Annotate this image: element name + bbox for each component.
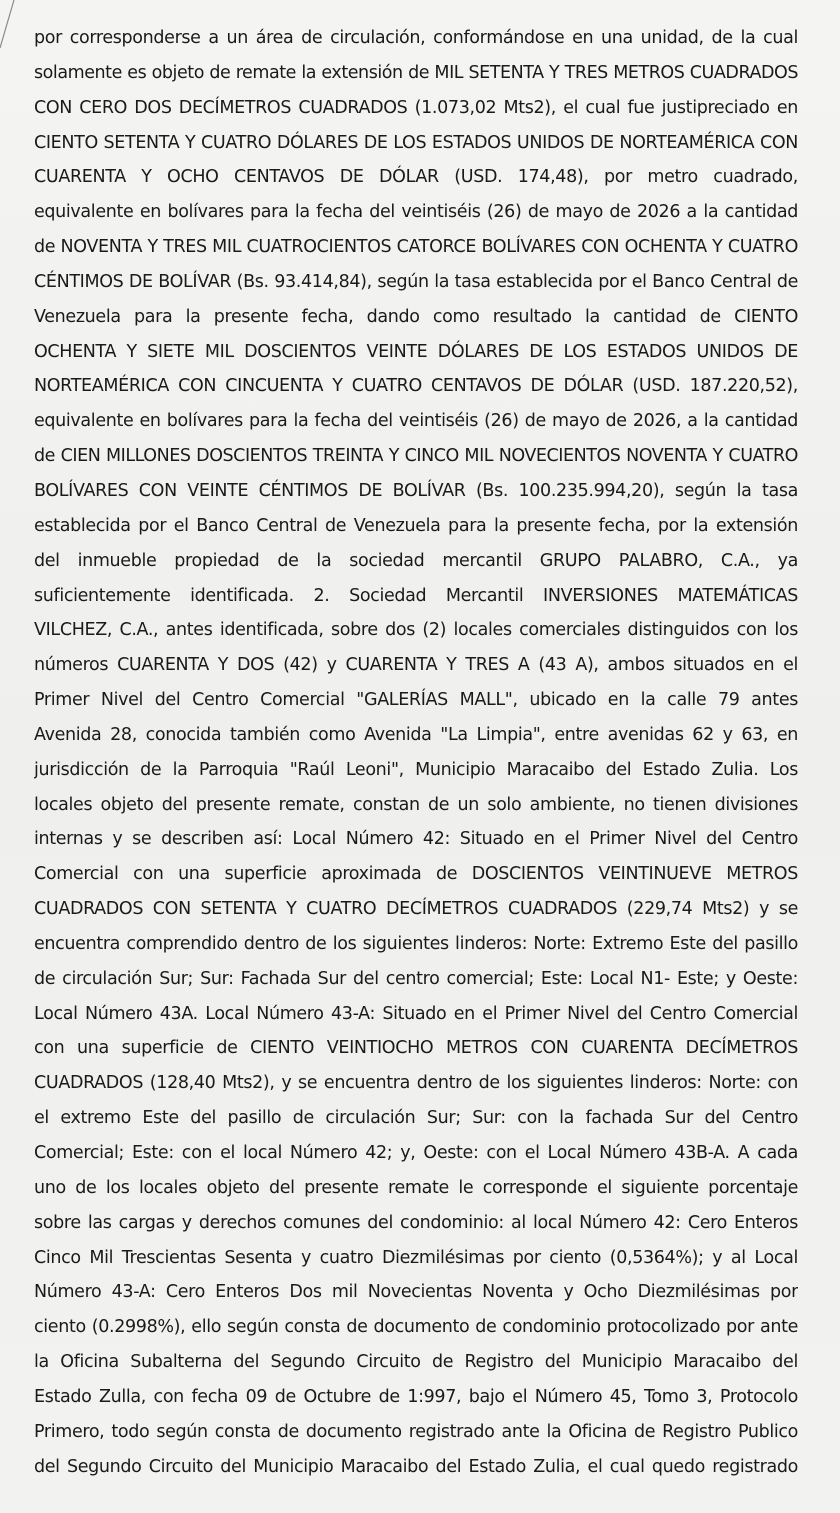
- paper-crease: [0, 0, 22, 60]
- text-line: la Oficina Subalterna del Segundo Circuito de Registro del Municipio Maracaibo del: [34, 1352, 798, 1373]
- text-line: de circulación Sur; Sur: Fachada Sur del centro comercial; Este: Local N1- Este; y Oeste:: [34, 968, 798, 989]
- text-line: CUADRADOS (128,40 Mts2), y se encuentra dentro de los siguientes linderos: Norte: con: [34, 1073, 798, 1094]
- text-line: OCHENTA Y SIETE MIL DOSCIENTOS VEINTE DÓLARES DE LOS ESTADOS UNIDOS DE: [34, 341, 798, 362]
- text-line: Estado Zulla, con fecha 09 de Octubre de 1:997, bajo el Número 45, Tomo 3, Protocolo: [34, 1386, 798, 1407]
- text-line: CON CERO DOS DECÍMETROS CUADRADOS (1.073,02 Mts2), el cual fue justipreciado en: [34, 97, 798, 118]
- text-line: suficientemente identificada. 2. Sociedad Mercantil INVERSIONES MATEMÁTICAS: [34, 585, 798, 606]
- text-line: del inmueble propiedad de la sociedad mercantil GRUPO PALABRO, C.A., ya: [34, 550, 798, 571]
- text-line: VILCHEZ, C.A., antes identificada, sobre dos (2) locales comerciales distinguidos con los: [34, 620, 798, 641]
- text-line: CÉNTIMOS DE BOLÍVAR (Bs. 93.414,84), según la tasa establecida por el Banco Central de: [34, 271, 798, 292]
- text-line: con una superficie de CIENTO VEINTIOCHO METROS CON CUARENTA DECÍMETROS: [34, 1038, 798, 1059]
- text-line: NORTEAMÉRICA CON CINCUENTA Y CUATRO CENTAVOS DE DÓLAR (USD. 187.220,52),: [34, 376, 798, 397]
- text-line: internas y se describen así: Local Número 42: Situado en el Primer Nivel del Centro: [34, 829, 798, 850]
- text-line: sobre las cargas y derechos comunes del condominio: al local Número 42: Cero Enteros: [34, 1212, 798, 1233]
- text-line: de NOVENTA Y TRES MIL CUATROCIENTOS CATORCE BOLÍVARES CON OCHENTA Y CUATRO: [34, 237, 798, 258]
- text-line: Avenida 28, conocida también como Avenida "La Limpia", entre avenidas 62 y 63, en: [34, 724, 798, 745]
- text-line: de CIEN MILLONES DOSCIENTOS TREINTA Y CINCO MIL NOVECIENTOS NOVENTA Y CUATRO: [34, 446, 798, 467]
- text-line: establecida por el Banco Central de Venezuela para la presente fecha, por la extensión: [34, 515, 798, 536]
- text-line: ciento (0.2998%), ello según consta de documento de condominio protocolizado por ante: [34, 1317, 798, 1338]
- text-line: Venezuela para la presente fecha, dando como resultado la cantidad de CIENTO: [34, 306, 798, 327]
- text-line: CUADRADOS CON SETENTA Y CUATRO DECÍMETROS CUADRADOS (229,74 Mts2) y se: [34, 899, 798, 920]
- text-line: Local Número 43A. Local Número 43-A: Situado en el Primer Nivel del Centro Comercial: [34, 1003, 798, 1024]
- text-line: Primero, todo según consta de documento registrado ante la Oficina de Registro Publico: [34, 1421, 798, 1442]
- text-line: del Segundo Circuito del Municipio Maracaibo del Estado Zulia, el cual quedo registrado: [34, 1456, 798, 1477]
- text-line: Comercial; Este: con el local Número 42; y, Oeste: con el Local Número 43B-A. A cada: [34, 1143, 798, 1163]
- text-line: números CUARENTA Y DOS (42) y CUARENTA Y TRES A (43 A), ambos situados en el: [34, 655, 798, 676]
- document-text: [34, 21, 798, 1484]
- text-line: locales objeto del presente remate, constan de un solo ambiente, no tienen divisiones: [34, 794, 798, 815]
- text-line: BOLÍVARES CON VEINTE CÉNTIMOS DE BOLÍVAR (Bs. 100.235.994,20), según la tasa: [34, 480, 798, 501]
- text-line: por corresponderse a un área de circulación, conformándose en una unidad, de la cual: [34, 28, 798, 48]
- text-line: uno de los locales objeto del presente remate le corresponde el siguiente porcentaje: [34, 1177, 798, 1198]
- text-line: Comercial con una superficie aproximada de DOSCIENTOS VEINTINUEVE METROS: [34, 864, 798, 885]
- text-line: solamente es objeto de remate la extensión de MIL SETENTA Y TRES METROS CUADRADOS: [34, 62, 798, 83]
- text-line: Cinco Mil Trescientas Sesenta y cuatro Diezmilésimas por ciento (0,5364%); y al Local: [34, 1247, 798, 1268]
- text-line: CIENTO SETENTA Y CUATRO DÓLARES DE LOS ESTADOS UNIDOS DE NORTEAMÉRICA CON: [34, 132, 798, 153]
- text-line: equivalente en bolívares para la fecha del veintiséis (26) de mayo de 2026 a la cantidad: [34, 202, 798, 223]
- text-line: equivalente en bolívares para la fecha del veintiséis (26) de mayo de 2026, a la cantidad: [34, 411, 798, 432]
- text-line: jurisdicción de la Parroquia "Raúl Leoni", Municipio Maracaibo del Estado Zulia. Los: [34, 759, 798, 780]
- text-line: Primer Nivel del Centro Comercial "GALERÍAS MALL", ubicado en la calle 79 antes: [34, 690, 798, 711]
- text-line: encuentra comprendido dentro de los siguientes linderos: Norte: Extremo Este del pasillo: [34, 933, 798, 954]
- text-line: Número 43-A: Cero Enteros Dos mil Novecientas Noventa y Ocho Diezmilésimas por: [34, 1282, 798, 1303]
- text-line: CUARENTA Y OCHO CENTAVOS DE DÓLAR (USD. 174,48), por metro cuadrado,: [34, 167, 798, 188]
- text-line: el extremo Este del pasillo de circulación Sur; Sur: con la fachada Sur del Centro: [34, 1108, 798, 1129]
